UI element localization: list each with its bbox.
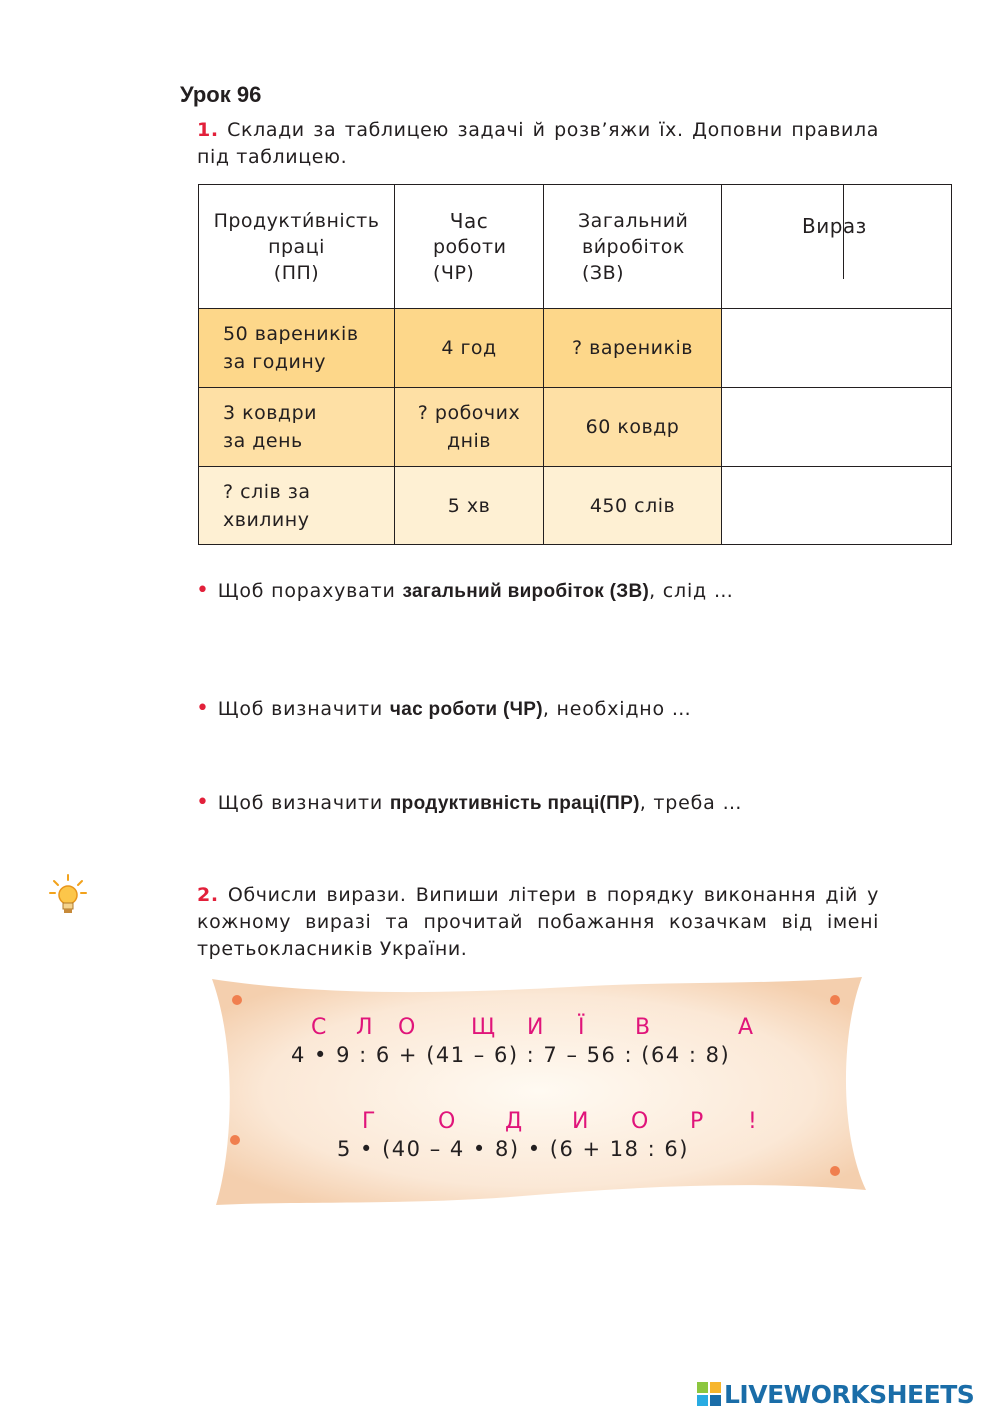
cell-line: 3 ковдри	[223, 402, 317, 424]
code-letter: И	[527, 1015, 544, 1040]
cell-line: 4 год	[441, 337, 497, 359]
expression-answer-field[interactable]	[722, 467, 952, 545]
header-total-output	[544, 185, 722, 309]
code-letter: Д	[505, 1109, 523, 1134]
header-line: Вираз	[802, 214, 867, 238]
cell-total-output	[544, 388, 722, 467]
expression-answer-field[interactable]	[722, 388, 952, 467]
header-line: Продукти́вність	[213, 209, 380, 232]
rule-text: , треба …	[639, 792, 743, 814]
expression-2: 5 • (40 – 4 • 8) • (6 + 18 : 6)	[337, 1137, 689, 1161]
cell-line: за годину	[223, 351, 327, 373]
code-letter: Щ	[471, 1015, 496, 1040]
cell-line: днів	[446, 430, 492, 452]
header-line: Час	[449, 208, 489, 233]
lightbulb-icon	[48, 873, 88, 919]
cell-line: за день	[223, 430, 303, 452]
header-line: праці	[268, 235, 325, 258]
expression-1: 4 • 9 : 6 + (41 – 6) : 7 – 56 : (64 : 8)	[291, 1043, 731, 1067]
scroll-card	[210, 975, 870, 1210]
lesson-title: Урок 96	[180, 82, 262, 107]
bullet: •	[196, 696, 210, 721]
cell-productivity	[199, 309, 395, 388]
rule-text: Щоб визначити	[217, 698, 390, 720]
table-row	[199, 467, 952, 545]
cell-time	[395, 388, 544, 467]
rule-text: , слід …	[649, 580, 734, 602]
cell-line: ? вареників	[572, 337, 693, 359]
cell-time	[395, 309, 544, 388]
liveworksheets-brand[interactable]	[696, 1377, 974, 1411]
rule-bold: продуктивність праці(ПР)	[389, 793, 640, 814]
cell-productivity	[199, 467, 395, 545]
task1-number: 1.	[197, 119, 219, 141]
expression-answer-field[interactable]	[722, 309, 952, 388]
task2-text	[197, 882, 879, 963]
cell-line: 50 вареників	[223, 323, 359, 345]
header-line: ви́робіток	[582, 235, 685, 258]
bullet: •	[196, 578, 210, 603]
header-line: (ЗВ)	[582, 261, 625, 284]
scroll-background	[210, 975, 870, 1210]
pin-dot	[830, 995, 840, 1005]
code-letter: О	[438, 1109, 456, 1134]
cell-line: 5 хв	[447, 494, 491, 517]
code-letter: Г	[362, 1109, 376, 1134]
rule-work-time	[196, 696, 692, 721]
rule-bold: загальний виробіток (ЗВ)	[402, 581, 650, 602]
pin-dot	[830, 1166, 840, 1176]
code-letter: А	[738, 1015, 754, 1040]
cell-line: ? робочих	[417, 402, 521, 424]
table-row	[199, 388, 952, 467]
pin-dot	[232, 995, 242, 1005]
code-letter: !	[748, 1109, 757, 1134]
header-inner-divider	[722, 184, 844, 279]
task1-text	[197, 117, 879, 171]
code-letter: С	[311, 1015, 327, 1040]
code-letter: Р	[690, 1109, 704, 1134]
task2-instructions: Обчисли вирази. Випиши літери в порядку виконання дій у кожному виразі та прочитай побажання козачкам від імені третьокласників України.	[197, 884, 879, 960]
header-productivity	[199, 185, 395, 309]
cell-line: 450 слів	[589, 494, 676, 517]
code-letter: Л	[356, 1015, 373, 1040]
rule-total-output	[196, 578, 734, 603]
cell-line: ? слів за	[223, 480, 311, 503]
code-letter: О	[398, 1015, 416, 1040]
code-letter: Ї	[578, 1015, 585, 1040]
bullet: •	[196, 790, 210, 815]
cell-line: 60 ковдр	[585, 416, 680, 438]
task1-instructions: Склади за таблицею задачі й розв’яжи їх. Доповни правила під таблицею.	[197, 119, 879, 168]
header-line: (ЧР)	[433, 261, 475, 284]
rule-text: , необхідно …	[542, 698, 692, 720]
brand-name: LIVEWORKSHEETS	[724, 1379, 975, 1409]
pin-dot	[230, 1135, 240, 1145]
code-letter: О	[631, 1109, 649, 1134]
header-line: роботи	[433, 235, 507, 258]
code-letter: И	[572, 1109, 589, 1134]
cell-total-output	[544, 467, 722, 545]
cell-time	[395, 467, 544, 545]
table-row	[199, 309, 952, 388]
rule-text: Щоб визначити	[217, 792, 390, 814]
header-line: (ПП)	[273, 261, 320, 284]
header-time	[395, 185, 544, 309]
cell-productivity	[199, 388, 395, 467]
header-line: Загальний	[578, 209, 689, 232]
rule-bold: час роботи (ЧР)	[389, 699, 543, 720]
rule-text: Щоб порахувати	[217, 580, 403, 602]
cell-total-output	[544, 309, 722, 388]
code-letter: В	[635, 1015, 651, 1040]
task2-number: 2.	[197, 884, 219, 906]
liveworksheets-logo-icon	[696, 1381, 722, 1407]
cell-line: хвилину	[223, 508, 310, 531]
rule-productivity	[196, 790, 742, 815]
